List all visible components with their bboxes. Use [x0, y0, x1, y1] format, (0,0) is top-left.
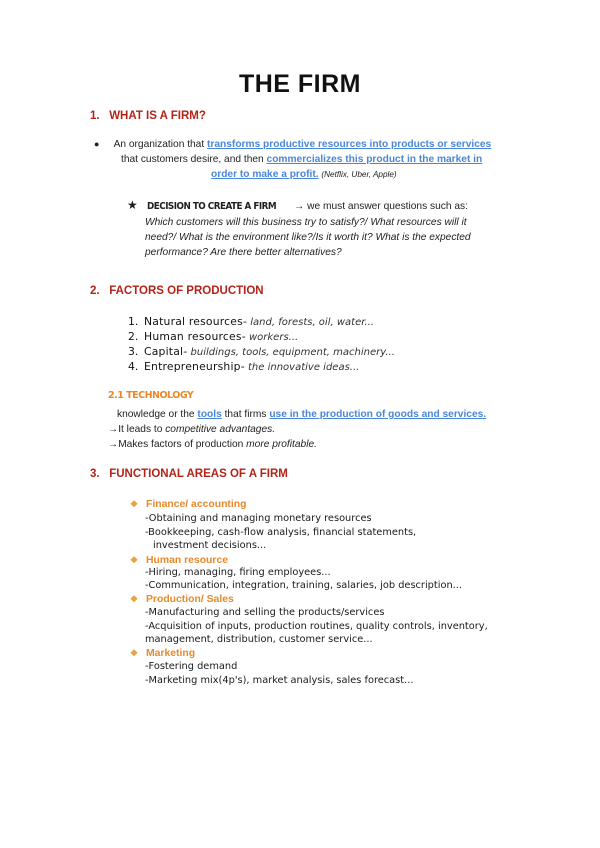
technology-line-3: →Makes factors of production more profitable. — [108, 439, 317, 450]
factor-item: 4. Entrepreneurship- the innovative ideas... — [128, 360, 360, 373]
section-1-title: WHAT IS A FIRM? — [109, 110, 206, 122]
link-commercializes[interactable]: commercializes this product in the market in — [266, 154, 483, 165]
section-3-number: 3. — [90, 468, 100, 480]
area-line: investment decisions... — [153, 540, 267, 551]
area-heading-marketing: ❖ Marketing — [130, 648, 196, 659]
decision-question-3: performance? Are there better alternatives? — [145, 247, 342, 258]
area-heading-human-resource: ❖ Human resource — [130, 555, 228, 566]
bullet-dot-icon: ● — [94, 139, 100, 149]
decision-line: ★ DECISION TO CREATE A FIRM → we must answer questions such as: — [127, 198, 468, 212]
star-icon: ★ — [127, 198, 138, 212]
section-3-title: FUNCTIONAL AREAS OF A FIRM — [109, 468, 288, 480]
section-2-heading — [90, 285, 264, 297]
decision-question-2: need?/ What is the environment like?/Is it worth it? What is the expected — [145, 232, 471, 243]
decision-question-1: Which customers will this business try to satisfy?/ What resources will it — [145, 217, 467, 228]
section-2-number: 2. — [90, 285, 100, 297]
area-line: -Fostering demand — [145, 661, 238, 672]
section-2-title: FACTORS OF PRODUCTION — [109, 285, 264, 297]
arrow-icon: → — [294, 201, 305, 212]
area-line: -Acquisition of inputs, production routines, quality controls, inventory, — [145, 621, 488, 632]
section-3-heading — [90, 468, 288, 480]
section-1-bullet-line-2: that customers desire, and then commercializes this product in the market in — [121, 154, 483, 165]
technology-line-2: →It leads to competitive advantages. — [108, 424, 276, 435]
link-use-in-production[interactable]: use in the production of goods and services. — [269, 409, 487, 420]
section-1-bullet-line-3 — [211, 169, 397, 180]
area-heading-production: ❖ Production/ Sales — [130, 594, 234, 605]
diamond-bullet-icon: ❖ — [130, 648, 139, 658]
factor-item: 1. Natural resources- land, forests, oil, water... — [128, 315, 374, 328]
factor-item: 3. Capital- buildings, tools, equipment, machinery... — [128, 345, 395, 358]
technology-subheading: 2.1 TECHNOLOGY — [108, 390, 194, 401]
technology-line-1: knowledge or the tools that firms use in the production of goods and services. — [117, 409, 487, 420]
decision-label: DECISION TO CREATE A FIRM — [147, 201, 277, 212]
section-1-number: 1. — [90, 110, 100, 122]
factor-item: 2. Human resources- workers... — [128, 330, 299, 343]
diamond-bullet-icon: ❖ — [130, 499, 139, 509]
examples-text: (Netflix, Uber, Apple) — [321, 170, 397, 179]
link-make-profit[interactable]: order to make a profit. — [211, 169, 319, 180]
area-line: -Obtaining and managing monetary resources — [145, 513, 372, 524]
area-line: -Hiring, managing, firing employees... — [145, 567, 331, 578]
area-line: -Communication, integration, training, salaries, job description... — [145, 580, 463, 591]
diamond-bullet-icon: ❖ — [130, 555, 139, 565]
area-line: -Marketing mix(4p's), market analysis, sales forecast... — [145, 675, 414, 686]
page-title: THE FIRM — [238, 70, 362, 98]
area-line: management, distribution, customer service... — [145, 634, 373, 645]
diamond-bullet-icon: ❖ — [130, 594, 139, 604]
link-transforms-resources[interactable]: transforms productive resources into products or services — [207, 139, 492, 150]
area-line: -Bookkeeping, cash-flow analysis, financial statements, — [145, 527, 417, 538]
section-1-heading — [90, 110, 206, 122]
area-line: -Manufacturing and selling the products/services — [145, 607, 385, 618]
area-heading-finance: ❖ Finance/ accounting — [130, 499, 247, 510]
link-tools[interactable]: tools — [197, 409, 222, 420]
section-1-bullet-line-1: ● An organization that transforms productive resources into products or services — [94, 139, 492, 150]
